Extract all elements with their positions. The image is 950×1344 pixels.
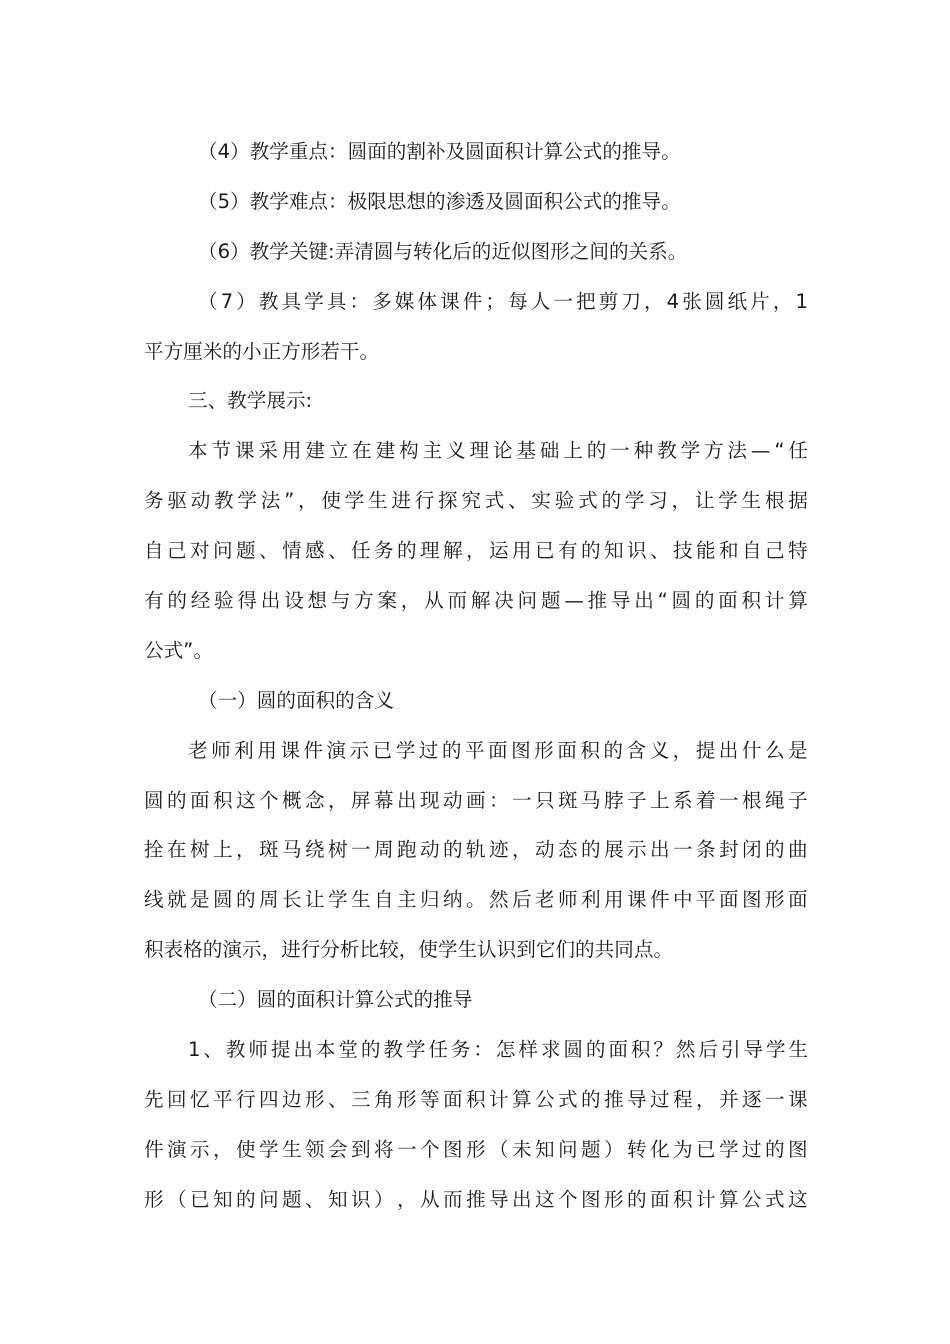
document-body <box>144 127 808 1225</box>
text-line: 积表格的演示，进行分析比较，使学生认识到它们的共同点。 <box>144 938 674 962</box>
text-line: 形 （ 已 知 的 问 题 、 知 识 ） ， 从 而 推 导 出 这 个 图 形 的 面 积 计 算 公 式 这 <box>144 1187 808 1211</box>
text-line: 有 的 经 验 得 出 设 想 与 方 案 ， 从 而 解 决 问 题 — 推 导 出 “ 圆 的 面 积 计 算 <box>144 589 808 613</box>
text-line: 件 演 示 ， 使 学 生 领 会 到 将 一 个 图 形 （ 未 知 问 题 ） 转 化 为 已 学 过 的 图 <box>144 1137 808 1161</box>
text-line: （4）教学重点：圆面的割补及圆面积计算公式的推导。 <box>198 140 681 163</box>
text-line: 务 驱 动 教 学 法 ” ， 使 学 生 进 行 探 究 式 、 实 验 式 的 学 习 ， 让 学 生 根 据 <box>144 489 808 513</box>
text-line: 本 节 课 采 用 建 立 在 建 构 主 义 理 论 基 础 上 的 一 种 教 学 方 法 — “ 任 <box>188 439 808 463</box>
text-line: 平方厘米的小正方形若干。 <box>144 339 380 363</box>
text-line: 自 己 对 问 题 、 情 感 、 任 务 的 理 解 ， 运 用 已 有 的 知 识 、 技 能 和 自 己 特 <box>144 539 808 563</box>
text-line: 公式”。 <box>144 638 213 662</box>
text-line: 先 回 忆 平 行 四 边 形 、 三 角 形 等 面 积 计 算 公 式 的 推 导 过 程 ， 并 逐 一 课 <box>144 1087 808 1111</box>
text-line: （一）圆的面积的含义 <box>198 688 394 712</box>
text-line: 1 、 教 师 提 出 本 堂 的 教 学 任 务 ： 怎 样 求 圆 的 面 积 ？ 然 后 引 导 学 生 <box>188 1038 808 1062</box>
text-line: （ 7 ） 教 具 学 具 ： 多 媒 体 课 件 ； 每 人 一 把 剪 刀 ， 4 张 圆 纸 片 ， 1 <box>198 289 808 313</box>
text-line: （6）教学关键:弄清圆与转化后的近似图形之间的关系。 <box>198 239 688 263</box>
text-line: 拴 在 树 上 ， 斑 马 绕 树 一 周 跑 动 的 轨 迹 ， 动 态 的 展 示 出 一 条 封 闭 的 曲 <box>144 838 808 862</box>
text-line: （5）教学难点：极限思想的渗透及圆面积公式的推导。 <box>198 189 681 213</box>
text-line: 三、教学展示: <box>188 389 313 413</box>
text-line: （二）圆的面积计算公式的推导 <box>198 988 473 1012</box>
text-line: 圆 的 面 积 这 个 概 念 ， 屏 幕 出 现 动 画 ： 一 只 斑 马 脖 子 上 系 着 一 根 绳 子 <box>144 788 808 812</box>
text-line: 线 就 是 圆 的 周 长 让 学 生 自 主 归 纳 。 然 后 老 师 利 用 课 件 中 平 面 图 形 面 <box>144 888 808 912</box>
text-line: 老 师 利 用 课 件 演 示 已 学 过 的 平 面 图 形 面 积 的 含 义 ， 提 出 什 么 是 <box>188 738 808 762</box>
